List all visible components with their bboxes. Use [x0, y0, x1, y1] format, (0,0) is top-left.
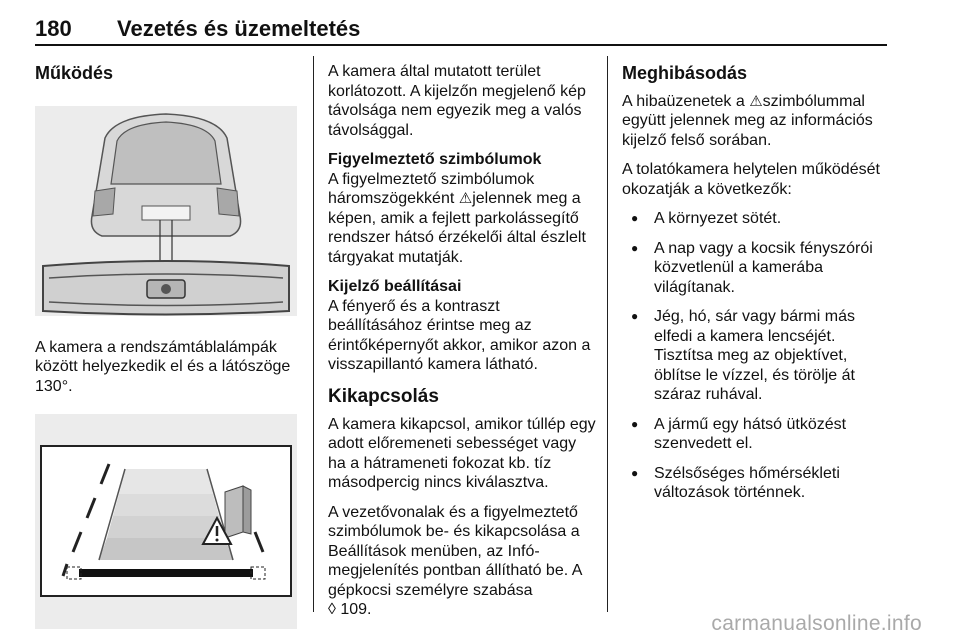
watermark: carmanualsonline.info: [711, 612, 922, 635]
switch-off-text-2: A vezetővonalak és a figyelmeztető szimbólumok be- és kikapcsolása a Beállítások menüben, az Infó-megjelenítés pontban állítható be. A gépkocsi személyre szabása ◊ 109.: [328, 503, 582, 618]
page-number: 180: [35, 16, 72, 41]
warning-symbols-heading: Figyelmeztető szimbólumok: [328, 151, 542, 168]
warning-triangle-icon: ⚠: [749, 92, 763, 110]
malfunction-heading: Meghibásodás: [622, 63, 748, 83]
list-item: ● Szélsőséges hőmérsékleti változások történnek.: [622, 464, 892, 503]
header-rule: [35, 44, 887, 46]
column-2: [328, 62, 596, 630]
car-rear-camera-illustration: [35, 106, 297, 316]
malfunction-text-1: A hibaüzenetek a ⚠szimbólummal együtt jelennek meg az információs kijelző felső sorában.: [622, 92, 873, 149]
switch-off-heading: Kikapcsolás: [328, 385, 439, 407]
page-header: [35, 16, 885, 46]
column-1: [35, 62, 297, 629]
page-reference-icon: ◊: [328, 601, 336, 618]
rear-view-display-illustration: [35, 414, 297, 629]
warning-triangle-icon: ⚠: [458, 190, 473, 207]
column-divider-1: [313, 56, 314, 612]
area-limit-text: A kamera által mutatott terület korlátozott. A kijelzőn megjelenő kép távolsága nem egyezik meg a valós távolsággal.: [328, 63, 586, 139]
list-item: ● Jég, hó, sár vagy bármi más elfedi a kamera lencséjét. Tisztítsa meg az objektívet, öblítse le vízzel, és törölje át száraz ruhával.: [622, 307, 892, 405]
display-settings-heading: Kijelző beállításai: [328, 278, 462, 295]
malfunction-causes-list: [622, 209, 892, 503]
list-item: ● A környezet sötét.: [622, 209, 892, 229]
display-settings-text: A fényerő és a kontraszt beállításához érintse meg az érintőképernyőt akkor, amikor azon a visszapillantó kamera látható.: [328, 297, 591, 373]
switch-off-text-1: A kamera kikapcsol, amikor túllép egy adott előremeneti sebességet vagy ha a hátrameneti fokozat kb. tíz másodpercig nincs kiválasztva.: [328, 415, 596, 491]
operation-heading: Működés: [35, 63, 114, 83]
warning-symbols-text: A figyelmeztető szimbólumok háromszögekként ⚠jelennek meg a képen, amik a fejlett parkolássegítő rendszer hátsó érzékelői által észlelt tárgyakat mutatják.: [328, 170, 586, 266]
chapter-title: Vezetés és üzemeltetés: [117, 16, 361, 41]
page-reference[interactable]: 109.: [340, 601, 372, 618]
malfunction-text-2: A tolatókamera helytelen működését okozatják a következők:: [622, 161, 880, 198]
list-item: ● A jármű egy hátsó ütközést szenvedett el.: [622, 415, 892, 454]
column-divider-2: [607, 56, 608, 612]
camera-caption: A kamera a rendszámtáblalámpák között helyezkedik el és a látószöge 130°.: [35, 338, 291, 395]
list-item: ● A nap vagy a kocsik fényszórói közvetlenül a kamerába világítanak.: [622, 239, 892, 298]
column-3: [622, 62, 892, 513]
